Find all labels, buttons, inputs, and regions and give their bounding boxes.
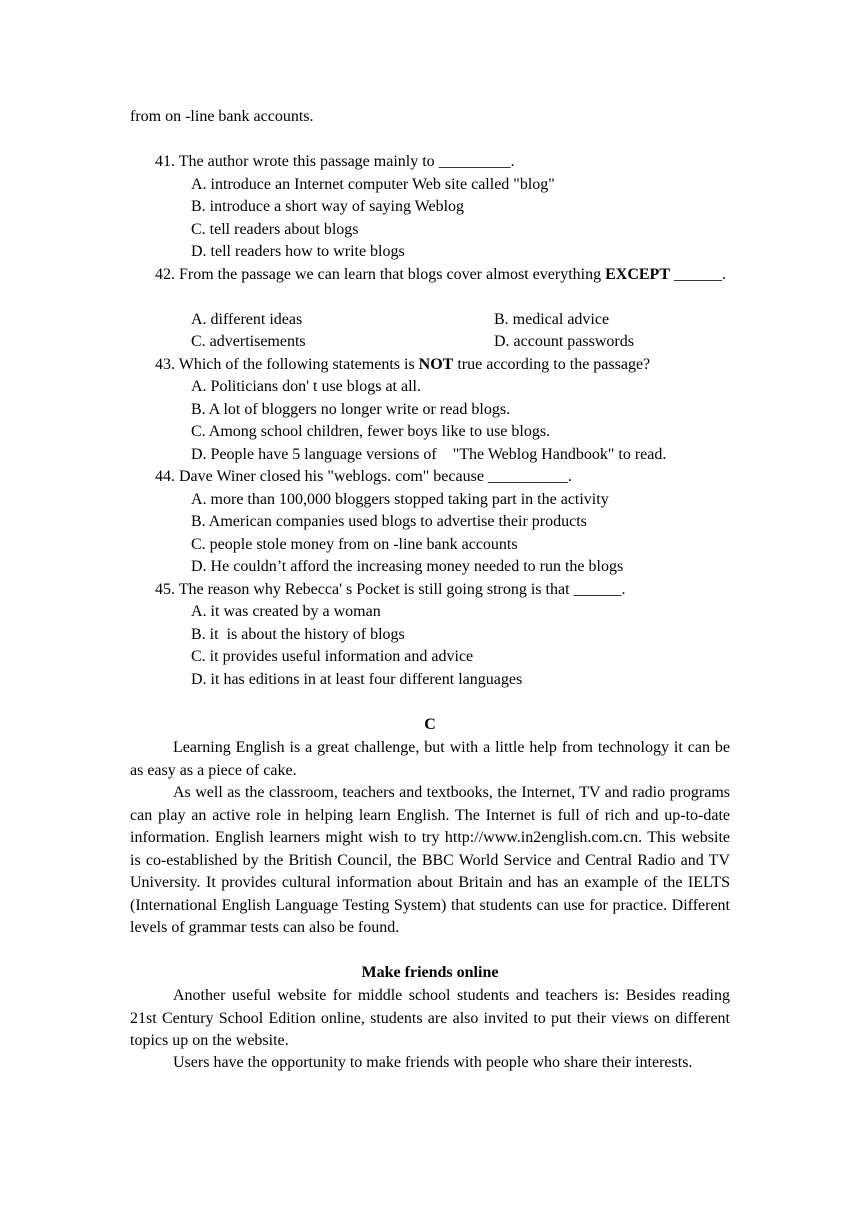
question-45-option-a: A. it was created by a woman [191, 603, 381, 620]
question-42-stem: 42. From the passage we can learn that blogs cover almost everything EXCEPT ______. [155, 266, 726, 283]
question-45-option-c: C. it provides useful information and advice [191, 648, 474, 665]
question-44-option-c: C. people stole money from on -line bank accounts [191, 536, 518, 553]
paragraph: Learning English is a great challenge, but with a little help from technology it can be as easy as a piece of cake. [130, 739, 730, 779]
question-43-option-c: C. Among school children, fewer boys like to use blogs. [191, 423, 551, 440]
question-41-option-b: B. introduce a short way of saying Weblog [191, 198, 465, 215]
question-43-option-b: B. A lot of bloggers no longer write or read blogs. [191, 401, 511, 418]
question-45-stem: 45. The reason why Rebecca' s Pocket is still going strong is that ______. [155, 581, 626, 598]
question-42-option-a: A. different ideas [191, 311, 303, 328]
question-44-option-b: B. American companies used blogs to advertise their products [191, 513, 587, 530]
question-45-option-d: D. it has editions in at least four different languages [191, 671, 523, 688]
question-44-option-d: D. He couldn’t afford the increasing money needed to run the blogs [191, 558, 624, 575]
question-44-option-a: A. more than 100,000 bloggers stopped taking part in the activity [191, 491, 609, 508]
subheading: Make friends online [361, 964, 499, 981]
continuation-line: from on -line bank accounts. [130, 108, 314, 125]
question-44-stem: 44. Dave Winer closed his "weblogs. com" because __________. [155, 468, 572, 485]
question-42-option-d: D. account passwords [494, 333, 634, 350]
question-42-option-b: B. medical advice [494, 311, 610, 328]
question-43-stem: 43. Which of the following statements is NOT true according to the passage? [155, 356, 651, 373]
question-41-stem: 41. The author wrote this passage mainly to _________. [155, 153, 515, 170]
question-43-option-a: A. Politicians don' t use blogs at all. [191, 378, 421, 395]
paragraph: Users have the opportunity to make friends with people who share their interests. [173, 1054, 693, 1071]
question-42-option-c: C. advertisements [191, 333, 306, 350]
section-title: C [424, 716, 436, 733]
question-41-option-c: C. tell readers about blogs [191, 221, 359, 238]
question-43-option-d: D. People have 5 language versions of "The Weblog Handbook" to read. [191, 446, 667, 463]
question-41-option-d: D. tell readers how to write blogs [191, 243, 405, 260]
paragraph: As well as the classroom, teachers and textbooks, the Internet, TV and radio programs can play an active role in helping learn English. The Internet is full of rich and up-to-date information. English learners might wish to try http://www.in2english.com.cn. This website is co-established by the British Council, the BBC World Service and Central Radio and TV University. It provides cultural information about Britain and has an example of the IELTS (International English Language Testing System) that students can use for practice. Different levels of grammar tests can also be found. [130, 784, 730, 936]
question-45-option-b: B. it is about the history of blogs [191, 626, 405, 643]
paragraph: Another useful website for middle school students and teachers is: Besides reading 21st Century School Edition online, students are also invited to put their views on different topics up on the website. [130, 987, 730, 1049]
question-41-option-a: A. introduce an Internet computer Web site called "blog" [191, 176, 555, 193]
